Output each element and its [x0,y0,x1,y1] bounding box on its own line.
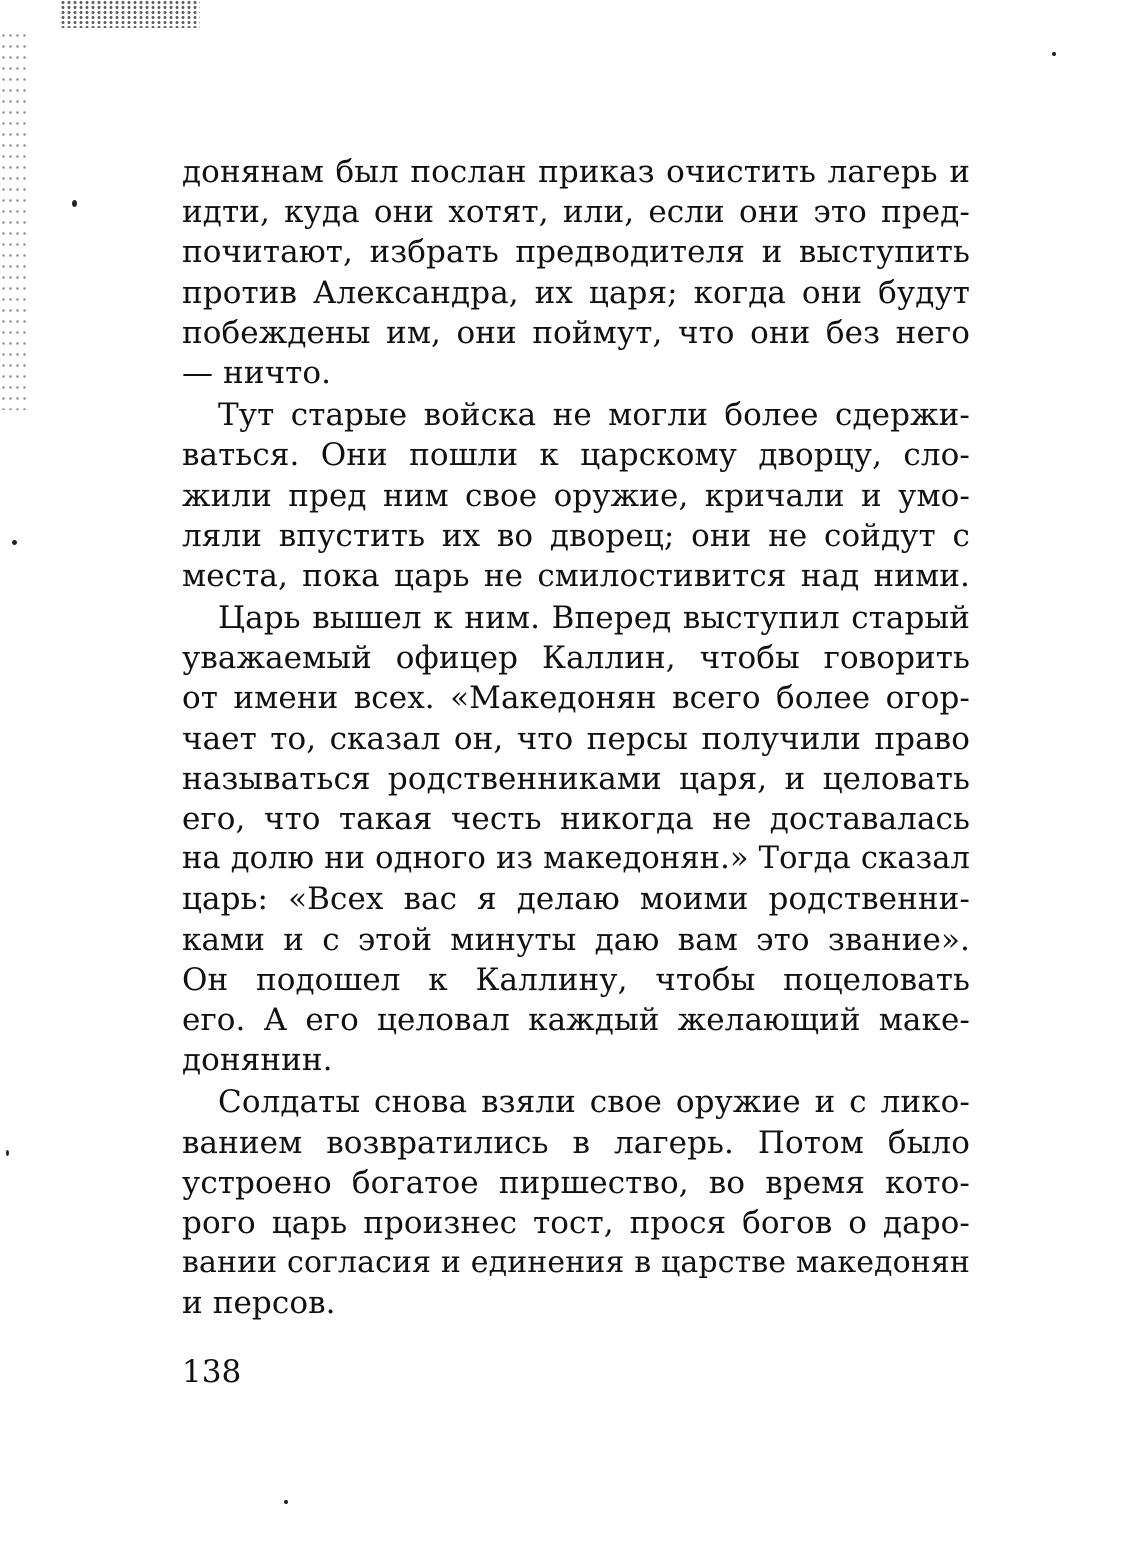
text-line: от имени всех. «Македонян всего более огор- [182,680,970,717]
text-line: на долю ни одного из македонян.» Тогда сказал [182,841,970,877]
scan-artifact-left-edge [0,30,30,410]
text-line: устроено богатое пиршество, во время кото- [182,1164,970,1201]
paragraph-1 [182,152,970,393]
text-line: его, что такая честь никогда не доставалась [182,801,970,837]
text-line: называться родственниками царя, и целовать [182,760,970,797]
text-line: идти, куда они хотят, или, если они это пред- [182,194,970,231]
text-line: ваться. Они пошли к царскому дворцу, сло- [182,437,970,474]
text-line: Солдаты снова взяли свое оружие и с лико- [218,1084,970,1121]
text-line: его. А его целовал каждый желающий маке- [182,1001,970,1038]
text-line: вании согласия и единения в царстве македонян [182,1245,970,1281]
scan-speck [6,1150,9,1156]
text-line: Царь вышел к ним. Вперед выступил старый [218,600,970,637]
text-line: — ничто. [182,354,332,391]
text-line: почитают, избрать предводителя и выступить [182,234,970,271]
paragraph-3 [182,598,970,1080]
text-line: чает то, сказал он, что персы получили право [182,720,970,757]
text-line: уважаемый офицер Каллин, чтобы говорить [182,640,970,677]
page-number: 138 [182,1354,242,1390]
text-line: донянин. [182,1042,333,1079]
text-line: жили пред ним свое оружие, кричали и умо- [182,477,970,514]
text-line: донянам был послан приказ очистить лагерь и [182,154,970,190]
text-line: ляли впустить их во дворец; они не сойдут с [182,517,970,554]
scan-speck [12,540,17,545]
text-line: места, пока царь не смилостивится над ними. [182,557,970,594]
text-line: царь: «Всех вас я делаю моими родственни- [182,881,970,918]
text-line: ванием возвратились в лагерь. Потом было [182,1124,970,1161]
paragraph-4 [182,1082,970,1323]
text-line: Он подошел к Каллину, чтобы поцеловать [182,961,970,998]
scan-speck [72,200,77,207]
paragraph-2 [182,395,970,596]
text-line: рого царь произнес тост, прося богов о даро- [182,1204,970,1241]
body-text [182,152,970,1323]
scan-speck [1052,52,1056,56]
text-line: против Александра, их царя; когда они будут [182,274,970,311]
scan-speck [284,1500,288,1504]
text-line: Тут старые войска не могли более сдержи- [218,397,970,434]
text-line: ками и с этой минуты даю вам это звание». [182,921,970,958]
text-line: и персов. [182,1285,336,1322]
scan-artifact-top [60,0,200,28]
text-line: побеждены им, они поймут, что они без него [182,314,970,351]
